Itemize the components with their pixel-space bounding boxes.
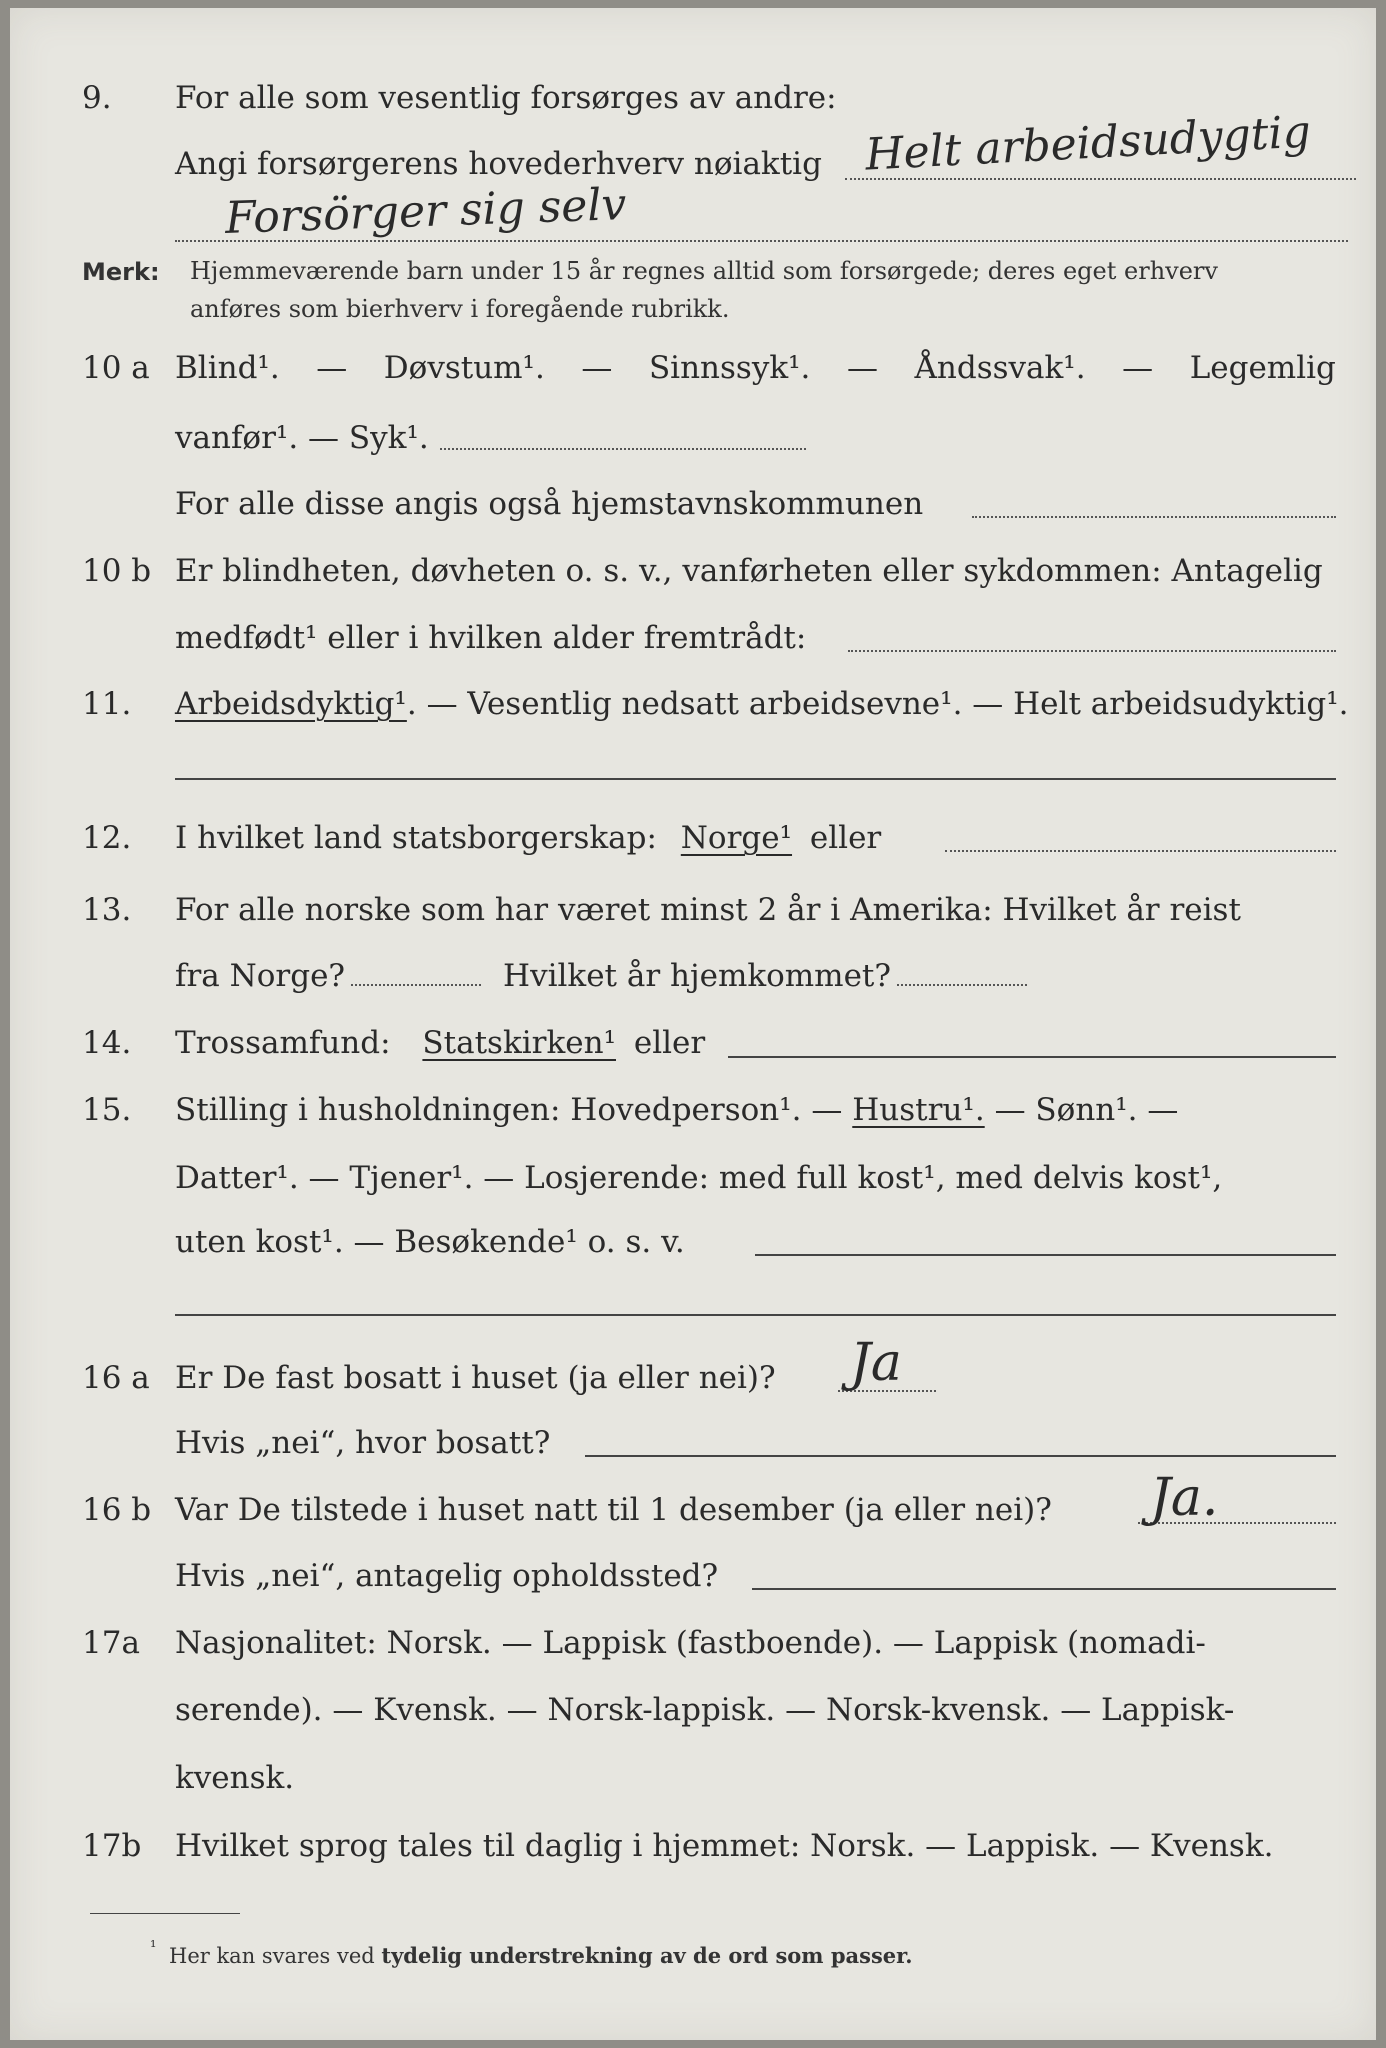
q15-number: 15.: [82, 1092, 132, 1128]
q10a-word: —: [581, 350, 613, 386]
q12-underlined-answer: Norge¹: [680, 820, 793, 856]
merk-label: Merk:: [82, 258, 160, 286]
q16b-text2: Hvis „nei“, antagelig opholdssted?: [175, 1558, 719, 1594]
q10b-number: 10 b: [82, 553, 152, 589]
q13-text2: [175, 956, 1027, 996]
q13-hjemkommet: Hvilket år hjemkommet?: [503, 958, 892, 994]
q10a-word: Blind¹.: [175, 350, 280, 386]
q14-question: Trossamfund:: [175, 1025, 391, 1061]
q15-text3: uten kost¹. — Besøkende¹ o. s. v.: [175, 1224, 685, 1260]
q11-text: [175, 684, 1349, 724]
q16a-bosatt-line: [585, 1455, 1336, 1457]
q14-answer-line: [728, 1056, 1336, 1058]
q10a-word: —: [1122, 350, 1154, 386]
q10a-word: —: [316, 350, 348, 386]
footnote-mark: ¹: [150, 1937, 157, 1956]
q13-hjemkommet-line: [897, 958, 1027, 986]
q10b-text1: Er blindheten, døvheten o. s. v., vanførheten eller sykdommen: Antagelig: [175, 553, 1323, 589]
q15-text1: [175, 1090, 1178, 1130]
q9-question: Angi forsørgerens hovederhverv nøiaktig: [175, 146, 822, 182]
q17a-number: 17a: [82, 1625, 140, 1661]
q11-number: 11.: [82, 686, 132, 722]
merk-line1: Hjemmeværende barn under 15 år regnes alltid som forsørgede; deres eget erhverv: [190, 257, 1218, 285]
q9-handwritten-answer1: Helt arbeidsudygtig: [863, 106, 1312, 181]
q15-part-a: Stilling i husholdningen: Hovedperson¹. —: [175, 1092, 843, 1128]
q10b-text2: medfødt¹ eller i hvilken alder fremtrådt:: [175, 620, 807, 656]
q11-answer-line: [175, 778, 1336, 780]
q11-rest: . — Vesentlig nedsatt arbeidsevne¹. — Helt arbeidsudyktig¹.: [406, 686, 1349, 722]
q16b-opholdssted-line: [752, 1588, 1336, 1590]
footnote: [150, 1937, 913, 1968]
q13-reist: fra Norge?: [175, 958, 346, 994]
q14-number: 14.: [82, 1025, 132, 1061]
q12-number: 12.: [82, 820, 132, 856]
q9-text: For alle som vesentlig forsørges av andre:: [175, 80, 837, 116]
footnote-bold-text: tydelig understrekning av de ord som passer.: [381, 1943, 913, 1968]
q13-reist-line: [351, 958, 481, 986]
q10a-number: 10 a: [82, 350, 150, 386]
q10a-word: Døvstum¹.: [383, 350, 545, 386]
q17b-number: 17b: [82, 1828, 142, 1864]
q15-answer-line2: [175, 1314, 1336, 1316]
q16b-handwritten-answer: Ja.: [1150, 1468, 1219, 1528]
q16b-text1: Var De tilstede i huset natt til 1 desember (ja eller nei)?: [175, 1492, 1052, 1528]
q10a-text3: For alle disse angis også hjemstavnskommunen: [175, 486, 924, 522]
q17b-text1: Hvilket sprog tales til daglig i hjemmet: Norsk. — Lappisk. — Kvensk.: [175, 1828, 1274, 1864]
q16a-text2: Hvis „nei“, hvor bosatt?: [175, 1425, 551, 1461]
q15-part-b: — Sønn¹. —: [994, 1092, 1179, 1128]
q13-text1: For alle norske som har været minst 2 år i Amerika: Hvilket år reist: [175, 892, 1241, 928]
q10a-word: Legemlig: [1189, 350, 1336, 386]
census-form-page: [10, 8, 1376, 2040]
q16a-handwritten-answer: Ja: [850, 1333, 902, 1393]
q14-underlined-answer: Statskirken¹: [422, 1025, 616, 1061]
q15-answer-line1: [755, 1254, 1336, 1256]
q15-text2: Datter¹. — Tjener¹. — Losjerende: med full kost¹, med delvis kost¹,: [175, 1160, 1223, 1196]
q9-answer-line1: [845, 178, 1356, 180]
q10a-word: Åndssvak¹.: [914, 350, 1086, 386]
q17a-text2: serende). — Kvensk. — Norsk-lappisk. — Norsk-kvensk. — Lappisk-: [175, 1692, 1235, 1728]
q12-question: I hvilket land statsborgerskap:: [175, 820, 657, 856]
merk-line2: anføres som bierhverv i foregående rubrikk.: [190, 295, 730, 323]
q10a-options: [175, 348, 1336, 388]
q15-underlined-answer: Hustru¹.: [852, 1092, 985, 1128]
q13-number: 13.: [82, 892, 132, 928]
q10a-answer-line2: [972, 516, 1336, 518]
q10a-word: Sinnssyk¹.: [648, 350, 811, 386]
q14-text: [175, 1023, 705, 1063]
q12-text: [175, 818, 881, 858]
q12-answer-line: [945, 850, 1336, 852]
q10b-answer-line: [848, 650, 1336, 652]
q9-number: 9.: [82, 80, 112, 116]
q10a-word: —: [846, 350, 878, 386]
q9-handwritten-answer2: Forsörger sig selv: [224, 179, 628, 244]
q17a-text1: Nasjonalitet: Norsk. — Lappisk (fastboende). — Lappisk (nomadi-: [175, 1625, 1206, 1661]
q16b-number: 16 b: [82, 1492, 152, 1528]
q11-underlined-answer: Arbeidsdyktig¹: [175, 686, 407, 722]
footnote-text: Her kan svares ved: [169, 1944, 382, 1968]
q12-post: eller: [809, 820, 882, 856]
q16a-text1: Er De fast bosatt i huset (ja eller nei)?: [175, 1360, 776, 1396]
q10a-answer-line1: [440, 448, 806, 450]
q10a-text2: vanfør¹. — Syk¹.: [175, 420, 429, 456]
footnote-rule: [90, 1913, 240, 1914]
q14-post: eller: [633, 1025, 706, 1061]
q16a-number: 16 a: [82, 1360, 150, 1396]
q17a-text3: kvensk.: [175, 1760, 295, 1796]
q9-answer-line2: [175, 240, 1348, 242]
